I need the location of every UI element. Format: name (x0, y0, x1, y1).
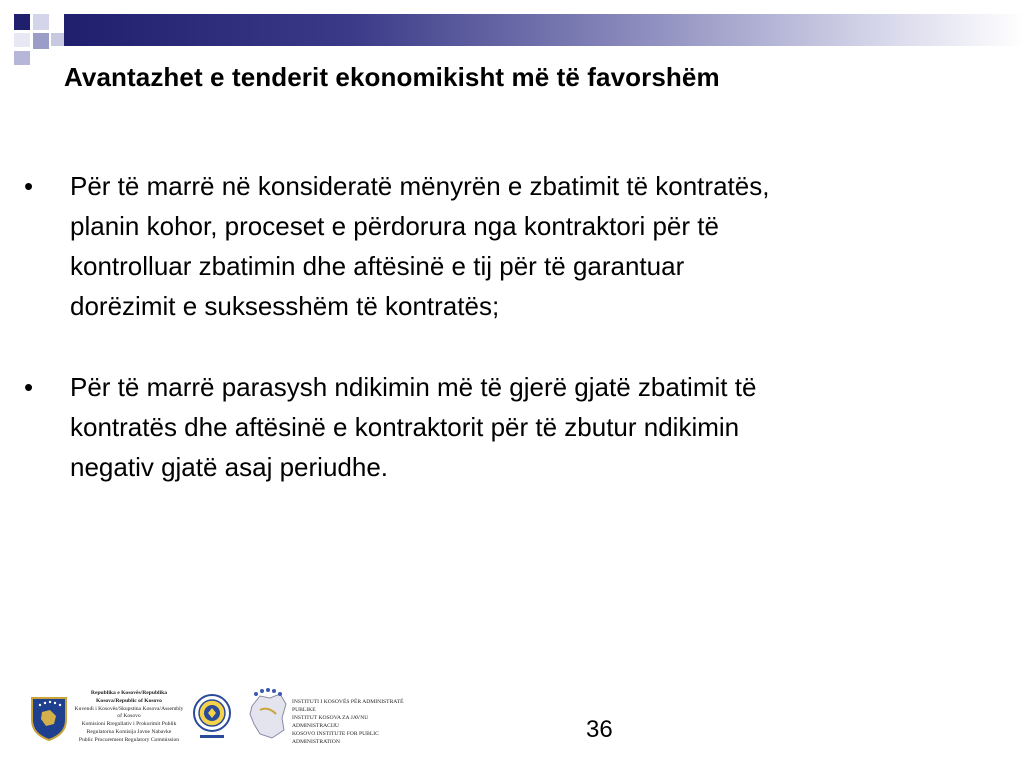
commission-line: Republika e Kosovës/Republika Kosova/Republic of Kosovo (90, 690, 168, 704)
header-square-light (33, 14, 49, 30)
bullet-line: negativ gjatë asaj periudhe. (70, 452, 389, 482)
header-square-lower (14, 51, 30, 65)
commission-line: Komisioni Rregullativ i Prokurimit Publik (81, 721, 177, 728)
header-square-mid (33, 33, 49, 49)
bullet-line: kontratës dhe aftësinë e kontraktorit për të zbutur ndikimin (70, 412, 740, 442)
header-square-pale (14, 33, 30, 47)
institute-line: INSTITUT KOSOVA ZA JAVNU ADMINISTRACIJU (292, 715, 369, 729)
commission-line: Regulatorna Komisija Javne Nabavke (86, 728, 172, 735)
bullet-marker: • (24, 372, 34, 402)
procurement-commission-text (72, 690, 186, 745)
header-gradient-bar (64, 14, 1024, 46)
bullet-marker: • (24, 171, 34, 201)
page-number: 36 (586, 716, 613, 743)
bullet-item-1 (18, 166, 1008, 326)
institute-line: KOSOVO INSTITUTE FOR PUBLIC ADMINISTRATION (292, 731, 379, 745)
header-square-dark (14, 14, 30, 30)
bullet-line: planin kohor, proceset e përdorura nga kontraktori për të (70, 211, 719, 241)
bullet-line: dorëzimit e suksesshëm të kontratës; (70, 291, 500, 321)
kosovo-coat-of-arms-icon (30, 696, 68, 742)
bullet-line: Për të marrë në konsideratë mënyrën e zbatimit të kontratës, (70, 171, 770, 201)
institute-text (292, 698, 412, 746)
commission-line: Public Procurement Regulatory Commission (78, 736, 180, 743)
slide-title: Avantazhet e tenderit ekonomikisht më të favorshëm (64, 62, 720, 92)
bullet-item-2 (18, 367, 1008, 487)
bullet-line: Për të marrë parasysh ndikimin më të gjerë gjatë zbatimit të (70, 372, 757, 402)
bullet-line: kontrolluar zbatimin dhe aftësinë e tij për të garantuar (70, 251, 685, 281)
institute-map-icon (246, 688, 290, 744)
commission-line: Kuvendi i Kosovës/Skupstina Kosova/Assembly of Kosovo (74, 705, 184, 720)
bullet-list (18, 166, 1008, 487)
institute-line: INSTITUTI I KOSOVËS PËR ADMINISTRATË PUBLIKE (292, 699, 404, 713)
header-square-small (51, 33, 64, 46)
round-seal-icon (192, 691, 232, 743)
